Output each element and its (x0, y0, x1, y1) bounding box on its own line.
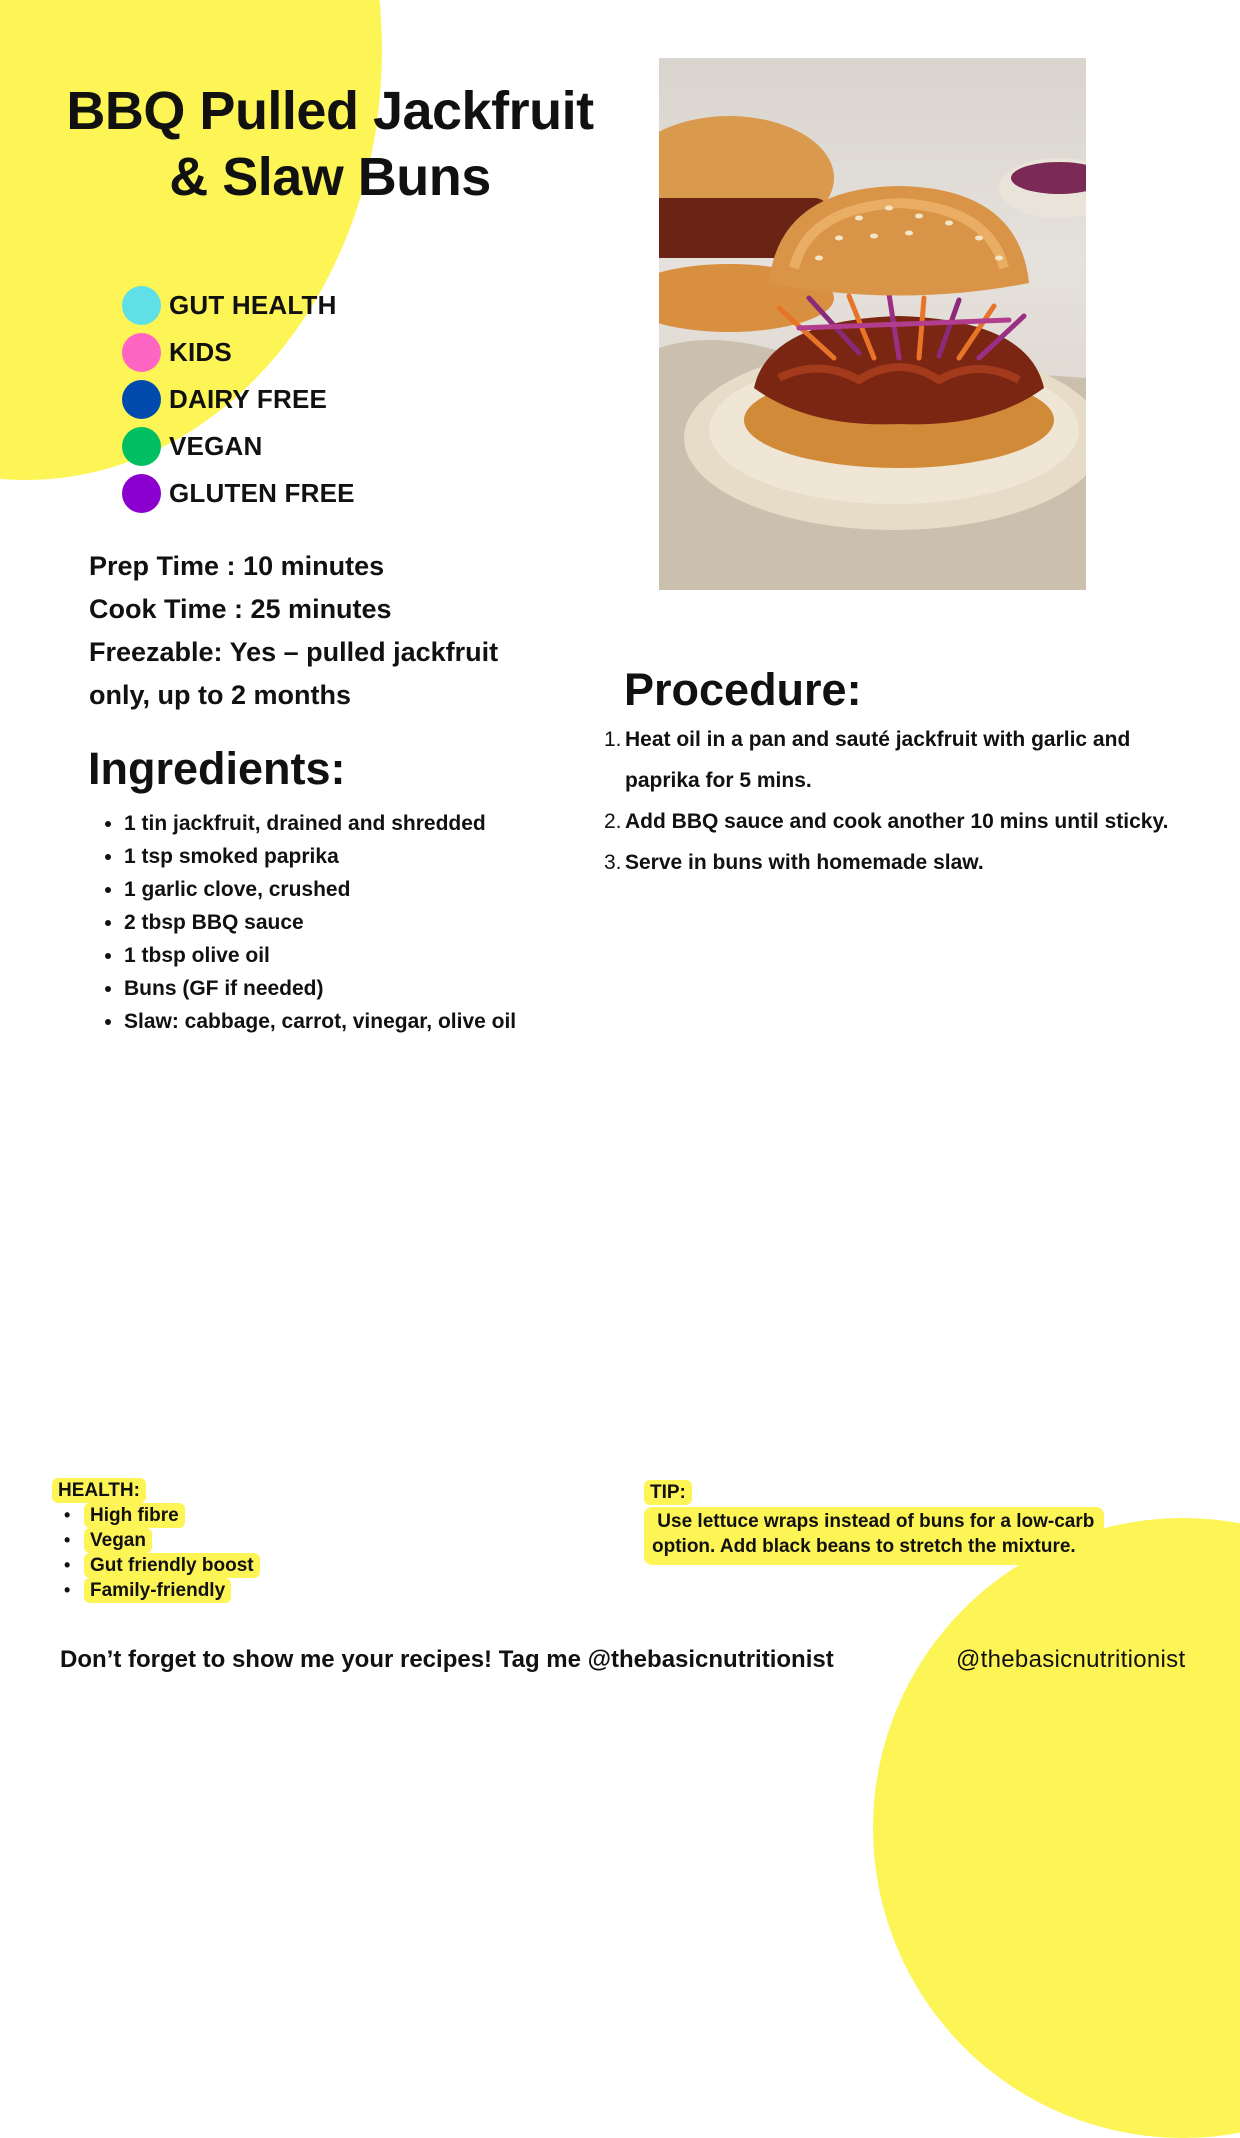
ingredient-item: • 1 garlic clove, crushed (124, 873, 644, 906)
step-text: Add BBQ sauce and cook another 10 mins until sticky. (625, 810, 1169, 833)
blue-dot-icon (122, 380, 161, 419)
footer-call-to-action: Don’t forget to show me your recipes! Tag me @thebasicnutritionist (60, 1646, 834, 1673)
step-text: Serve in buns with homemade slaw. (625, 851, 984, 874)
health-box (52, 1478, 260, 1603)
recipe-meta (89, 545, 589, 717)
tag-label: GLUTEN FREE (169, 478, 355, 508)
tag-label: GUT HEALTH (169, 290, 337, 320)
tag-label: VEGAN (169, 431, 263, 461)
health-item: • Vegan (64, 1528, 260, 1553)
ingredients-list (100, 807, 644, 1038)
health-item: • Gut friendly boost (64, 1553, 260, 1578)
cyan-dot-icon (122, 286, 161, 325)
burger-photo (659, 58, 1086, 590)
tip-text-line-1: Use lettuce wraps instead of buns for a low-carb (652, 1511, 1095, 1532)
diet-tags-list (122, 282, 355, 517)
health-item: • High fibre (64, 1503, 260, 1528)
step-text: Heat oil in a pan and sauté jackfruit with garlic and (625, 728, 1131, 751)
green-dot-icon (122, 427, 161, 466)
tip-text (644, 1507, 1104, 1565)
burger-illustration-icon (659, 58, 1086, 590)
footer-social-handle: @thebasicnutritionist (956, 1646, 1186, 1673)
step-text: paprika for 5 mins. (625, 769, 812, 792)
health-item-label: Vegan (84, 1528, 152, 1553)
tag-dairy-free (122, 376, 355, 423)
tag-label: KIDS (169, 337, 232, 367)
procedure-steps-list (604, 719, 1204, 883)
tag-gut-health (122, 282, 355, 329)
procedure-step (604, 842, 1204, 883)
step-number: 1. (604, 728, 622, 751)
health-heading: HEALTH: (52, 1478, 146, 1503)
purple-dot-icon (122, 474, 161, 513)
tip-text-line-2: option. Add black beans to stretch the mixture. (652, 1536, 1076, 1557)
pink-dot-icon (122, 333, 161, 372)
tag-vegan (122, 423, 355, 470)
recipe-title-line-1: BBQ Pulled Jackfruit (66, 81, 594, 141)
ingredient-item: • 2 tbsp BBQ sauce (124, 906, 644, 939)
ingredient-item: • 1 tin jackfruit, drained and shredded (124, 807, 644, 840)
step-number: 2. (604, 810, 622, 833)
ingredient-item: • Buns (GF if needed) (124, 972, 644, 1005)
health-item-label: High fibre (84, 1503, 185, 1528)
procedure-heading: Procedure: (624, 664, 862, 715)
ingredients-heading: Ingredients: (88, 743, 346, 794)
recipe-title-line-2: & Slaw Buns (169, 147, 491, 207)
tag-label: DAIRY FREE (169, 384, 328, 414)
health-list (52, 1503, 260, 1603)
ingredient-item: • 1 tsp smoked paprika (124, 840, 644, 873)
freezable-line-1: Freezable: Yes – pulled jackfruit (89, 637, 499, 667)
decorative-yellow-circle-bottom-right (873, 1518, 1240, 2138)
cook-time: Cook Time : 25 minutes (89, 594, 392, 624)
ingredient-item: • Slaw: cabbage, carrot, vinegar, olive oil (124, 1005, 644, 1038)
freezable-line-2: only, up to 2 months (89, 680, 351, 710)
procedure-step (604, 801, 1204, 842)
health-item-label: Gut friendly boost (84, 1553, 260, 1578)
tag-kids (122, 329, 355, 376)
tip-heading: TIP: (644, 1480, 692, 1505)
prep-time: Prep Time : 10 minutes (89, 551, 385, 581)
procedure-step (604, 719, 1204, 801)
health-item-label: Family-friendly (84, 1578, 231, 1603)
recipe-title (40, 78, 620, 210)
tip-box (644, 1480, 1134, 1565)
step-number: 3. (604, 851, 622, 874)
ingredient-item: • 1 tbsp olive oil (124, 939, 644, 972)
tag-gluten-free (122, 470, 355, 517)
health-item: • Family-friendly (64, 1578, 260, 1603)
